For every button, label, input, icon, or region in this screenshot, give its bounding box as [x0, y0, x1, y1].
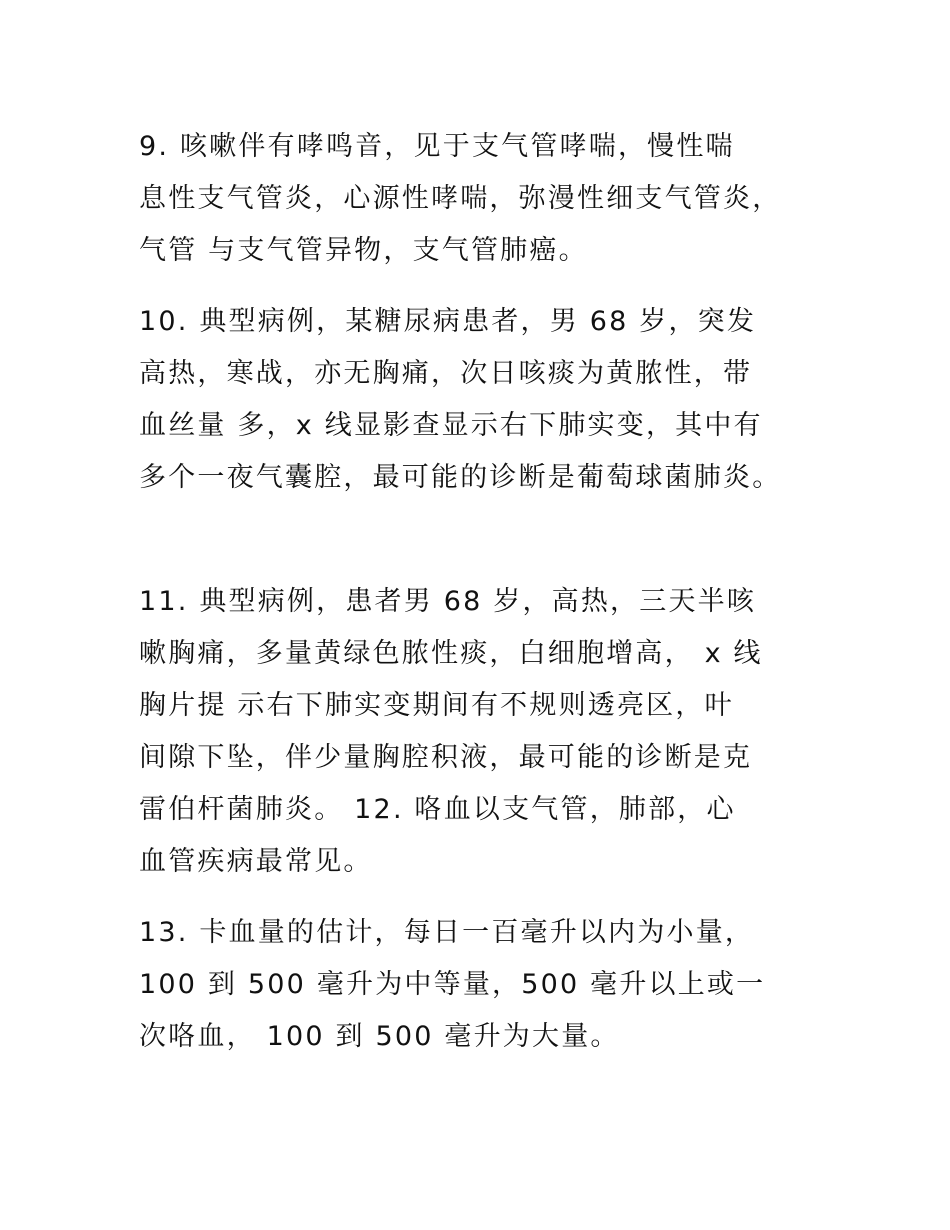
text-line: 血管疾病最常见。	[139, 846, 373, 877]
text-line: 13. 卡血量的估计，每日一百毫升以内为小量，	[139, 917, 755, 948]
text-line: 多个一夜气囊腔，最可能的诊断是葡萄球菌肺炎。	[139, 462, 782, 493]
text-line: 100 到 500 毫升为中等量，500 毫升以上或一	[139, 969, 766, 1000]
text-line: 间隙下坠，伴少量胸腔积液，最可能的诊断是克	[139, 742, 753, 773]
text-line: 息性支气管炎，心源性哮喘，弥漫性细支气管炎，	[139, 183, 782, 214]
text-line: 胸片提 示右下肺实变期间有不规则透亮区，叶	[139, 690, 734, 721]
text-line: 10. 典型病例，某糖尿病患者，男 68 岁，突发	[139, 306, 757, 337]
text-line: 气管 与支气管异物，支气管肺癌。	[139, 235, 588, 266]
text-line: 9. 咳嗽伴有哮鸣音，见于支气管哮喘，慢性喘	[139, 131, 735, 162]
text-line: 高热，寒战，亦无胸痛，次日咳痰为黄脓性，带	[139, 358, 753, 389]
text-line: 雷伯杆菌肺炎。 12. 咯血以支气管，肺部，心	[139, 794, 736, 825]
text-line: 血丝量 多，x 线显影查显示右下肺实变，其中有	[139, 410, 763, 441]
text-line: 11. 典型病例，患者男 68 岁，高热，三天半咳	[139, 586, 757, 617]
text-line: 嗽胸痛，多量黄绿色脓性痰，白细胞增高， x 线	[139, 638, 763, 669]
text-line: 次咯血， 100 到 500 毫升为大量。	[139, 1021, 620, 1052]
